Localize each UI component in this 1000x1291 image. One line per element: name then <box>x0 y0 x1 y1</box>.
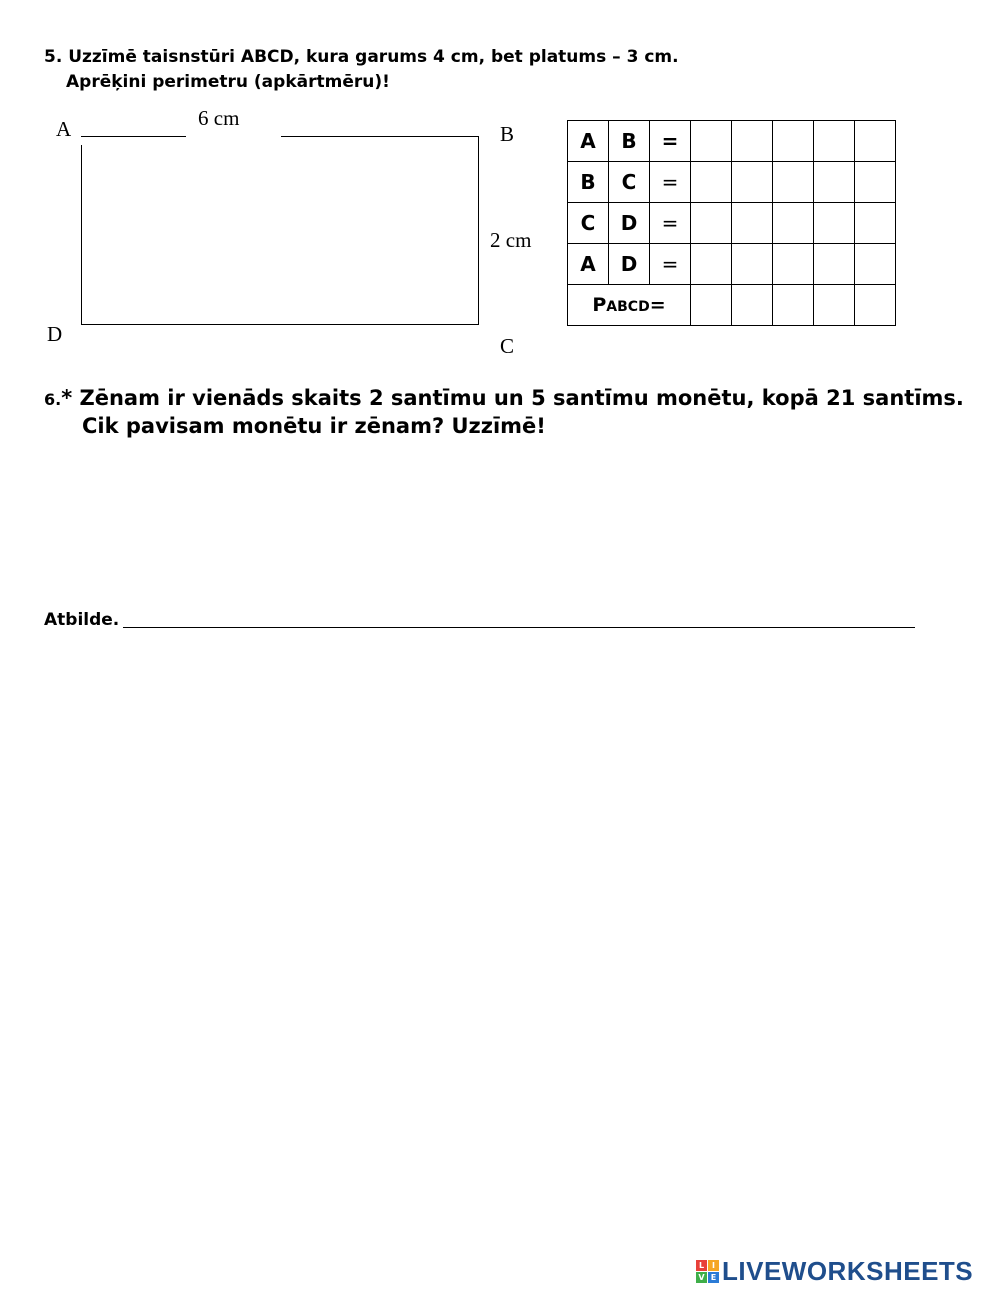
equals-cell: = <box>650 244 691 285</box>
equals-cell: = <box>650 203 691 244</box>
answer-cell[interactable] <box>773 121 814 162</box>
logo-text: LIVEWORKSHEETS <box>722 1256 974 1286</box>
left-edge <box>81 145 82 325</box>
logo-block: I <box>708 1260 719 1271</box>
perimeter-symbol: P <box>592 294 607 316</box>
answer-cell[interactable] <box>773 203 814 244</box>
logo-block: V <box>696 1272 707 1283</box>
table-row <box>568 162 896 203</box>
answer-cell[interactable] <box>814 162 855 203</box>
answer-cell[interactable] <box>691 285 732 326</box>
task6-number: 6. <box>44 390 62 409</box>
answer-line[interactable] <box>123 627 915 628</box>
length-label: 6 cm <box>198 106 240 130</box>
answer-cell[interactable] <box>773 244 814 285</box>
table-row <box>568 285 896 326</box>
vertex-d-label: D <box>47 322 63 346</box>
answer-cell[interactable] <box>732 121 773 162</box>
perimeter-table <box>567 120 896 326</box>
task6-question <box>44 386 964 410</box>
answer-cell[interactable] <box>814 203 855 244</box>
equals-cell: = <box>650 162 691 203</box>
vertex-b-label: B <box>500 122 515 146</box>
answer-cell[interactable] <box>773 162 814 203</box>
perimeter-label-cell <box>568 285 691 326</box>
vertex-c-label: C <box>500 334 515 358</box>
answer-cell[interactable] <box>855 162 896 203</box>
point-cell: A <box>568 121 609 162</box>
point-cell: D <box>609 203 650 244</box>
equals-cell: = <box>650 121 691 162</box>
vertex-a-label: A <box>56 117 72 141</box>
answer-label: Atbilde. <box>44 610 120 630</box>
task5-instruction: Aprēķini perimetru (apkārtmēru)! <box>66 72 390 92</box>
answer-cell[interactable] <box>732 162 773 203</box>
point-cell: D <box>609 244 650 285</box>
logo-block: E <box>708 1272 719 1283</box>
answer-cell[interactable] <box>691 162 732 203</box>
perimeter-equals: = <box>649 294 666 316</box>
answer-cell[interactable] <box>732 285 773 326</box>
answer-cell[interactable] <box>691 121 732 162</box>
table-row <box>568 203 896 244</box>
answer-cell[interactable] <box>814 121 855 162</box>
task5-question: 5. Uzzīmē taisnstūri ABCD, kura garums 4 cm, bet platums – 3 cm. <box>44 47 679 67</box>
answer-cell[interactable] <box>732 244 773 285</box>
bottom-edge <box>81 324 479 325</box>
answer-cell[interactable] <box>855 244 896 285</box>
table-row <box>568 121 896 162</box>
answer-cell[interactable] <box>732 203 773 244</box>
liveworksheets-logo <box>696 1256 973 1287</box>
top-edge-left <box>81 136 186 137</box>
point-cell: B <box>568 162 609 203</box>
table-row <box>568 244 896 285</box>
answer-cell[interactable] <box>814 285 855 326</box>
logo-icon <box>696 1260 719 1283</box>
point-cell: C <box>568 203 609 244</box>
point-cell: A <box>568 244 609 285</box>
task6-text: * Zēnam ir vienāds skaits 2 santīmu un 5 santīmu monētu, kopā 21 santīms. <box>61 386 964 410</box>
point-cell: C <box>609 162 650 203</box>
answer-cell[interactable] <box>773 285 814 326</box>
task6-instruction: Cik pavisam monētu ir zēnam? Uzzīmē! <box>82 414 546 438</box>
answer-cell[interactable] <box>814 244 855 285</box>
answer-cell[interactable] <box>855 285 896 326</box>
top-edge-right <box>281 136 479 137</box>
perimeter-subscript: ABCD <box>606 299 650 315</box>
answer-cell[interactable] <box>691 203 732 244</box>
answer-cell[interactable] <box>855 121 896 162</box>
right-edge <box>478 136 479 325</box>
width-label: 2 cm <box>490 228 532 252</box>
answer-cell[interactable] <box>855 203 896 244</box>
point-cell: B <box>609 121 650 162</box>
answer-cell[interactable] <box>691 244 732 285</box>
logo-block: L <box>696 1260 707 1271</box>
